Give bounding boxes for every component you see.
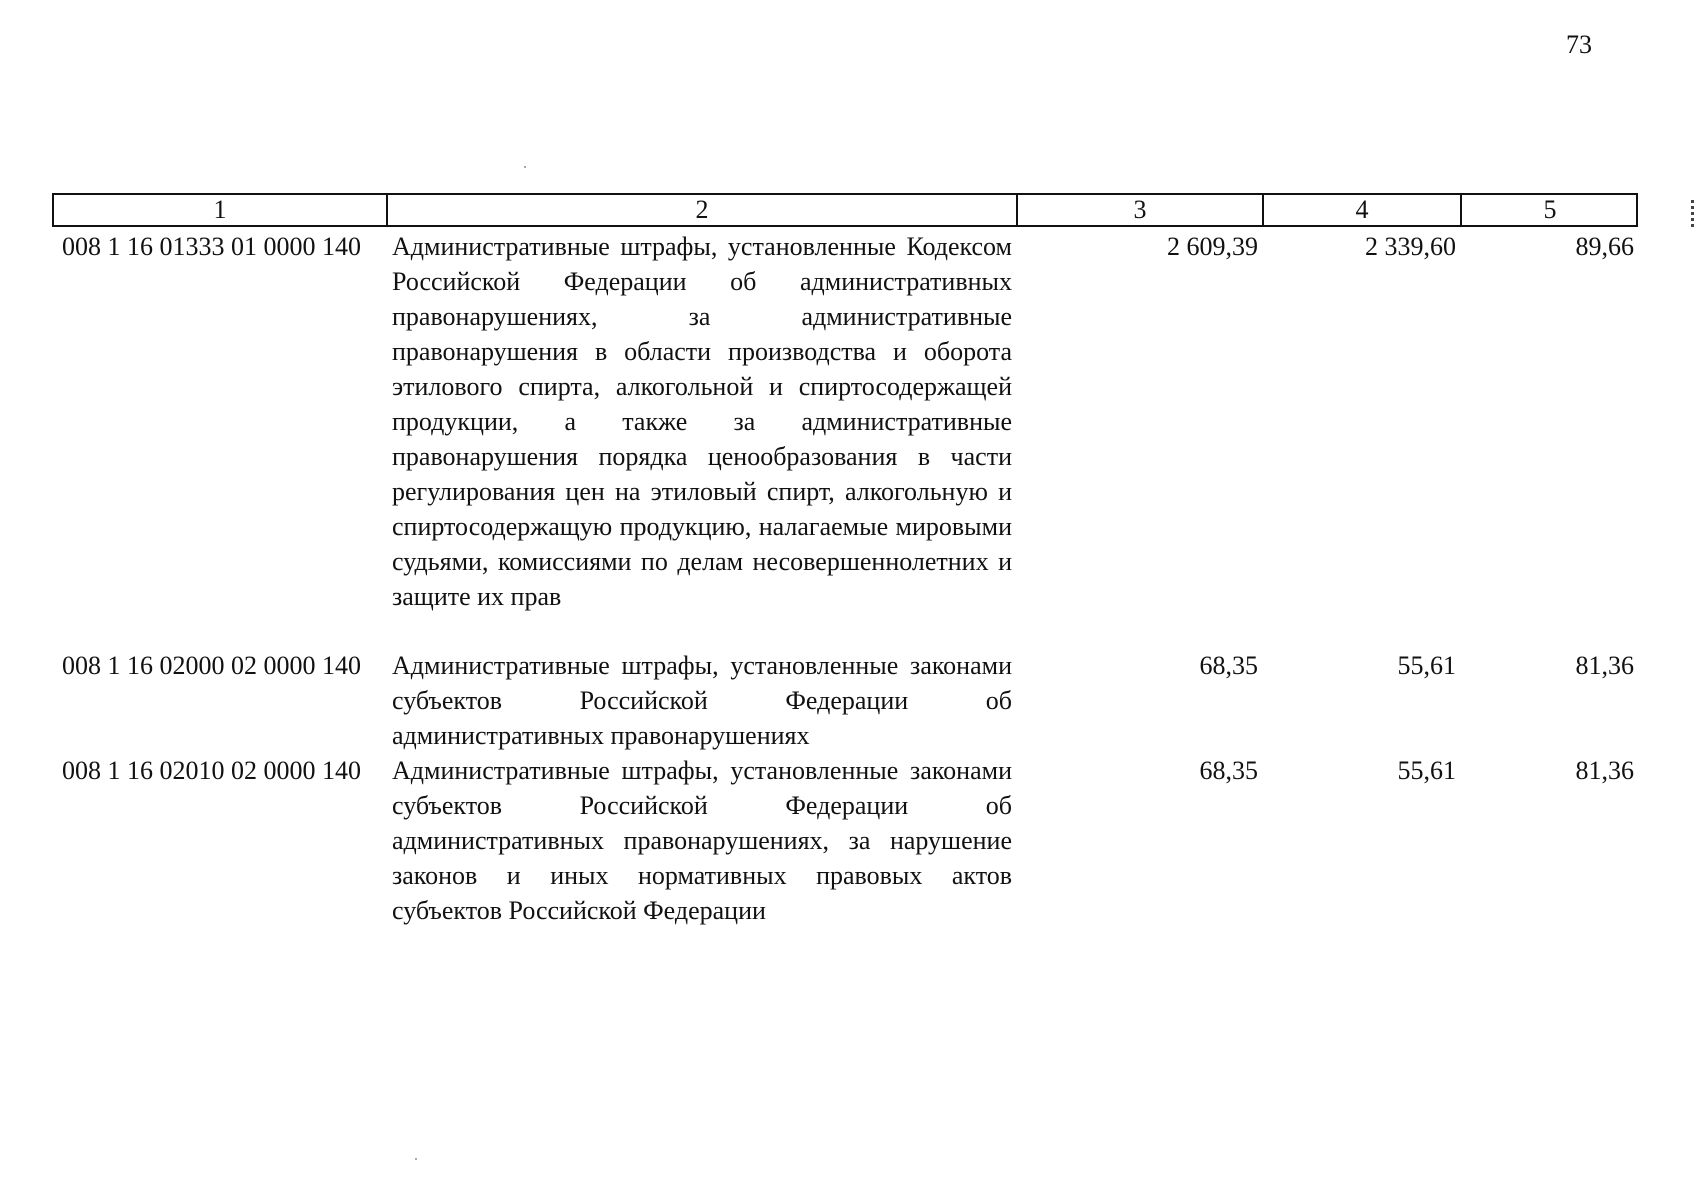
- value-col5: 81,36: [1575, 756, 1634, 785]
- table-header-cell: 5: [1460, 195, 1638, 225]
- value-col4: 55,61: [1397, 756, 1456, 785]
- row-description: Административные штрафы, установленные законами субъектов Российской Федерации об административных правонарушениях, за нарушение законов и иных нормативных правовых актов субъектов Российской Федерации: [392, 756, 1012, 925]
- scan-speck: [415, 1158, 417, 1160]
- value-col3: 2 609,39: [1167, 232, 1258, 261]
- budget-code: 008 1 16 02010 02 0000 140: [62, 756, 361, 785]
- value-col5: 81,36: [1575, 651, 1634, 680]
- table-header-cell: 3: [1016, 195, 1262, 225]
- value-col5: 89,66: [1575, 232, 1634, 261]
- table-header-cell: 2: [386, 195, 1016, 225]
- value-col4: 55,61: [1397, 651, 1456, 680]
- scan-edge-mark: [1691, 200, 1694, 230]
- scan-speck: [524, 166, 526, 168]
- value-col4: 2 339,60: [1365, 232, 1456, 261]
- table-header-cell: 4: [1262, 195, 1460, 225]
- row-description: Административные штрафы, установленные Кодексом Российской Федерации об административных правонарушениях, за административные правонарушения в области производства и оборота этилового спирта, алкогольной и спиртосодержащей продукции, а также за административные правонарушения порядка ценообразования в части регулирования цен на этиловый спирт, алкогольную и спиртосодержащую продукцию, налагаемые мировыми судьями, комиссиями по делам несовершеннолетних и защите их прав: [392, 232, 1012, 611]
- page-number: 73: [1566, 30, 1592, 59]
- budget-code: 008 1 16 01333 01 0000 140: [62, 232, 361, 261]
- value-col3: 68,35: [1199, 756, 1258, 785]
- table-header-cell: 1: [213, 195, 227, 224]
- budget-code: 008 1 16 02000 02 0000 140: [62, 651, 361, 680]
- value-col3: 68,35: [1199, 651, 1258, 680]
- row-description: Административные штрафы, установленные законами субъектов Российской Федерации об административных правонарушениях: [392, 651, 1012, 750]
- table-header-row: [52, 193, 1638, 227]
